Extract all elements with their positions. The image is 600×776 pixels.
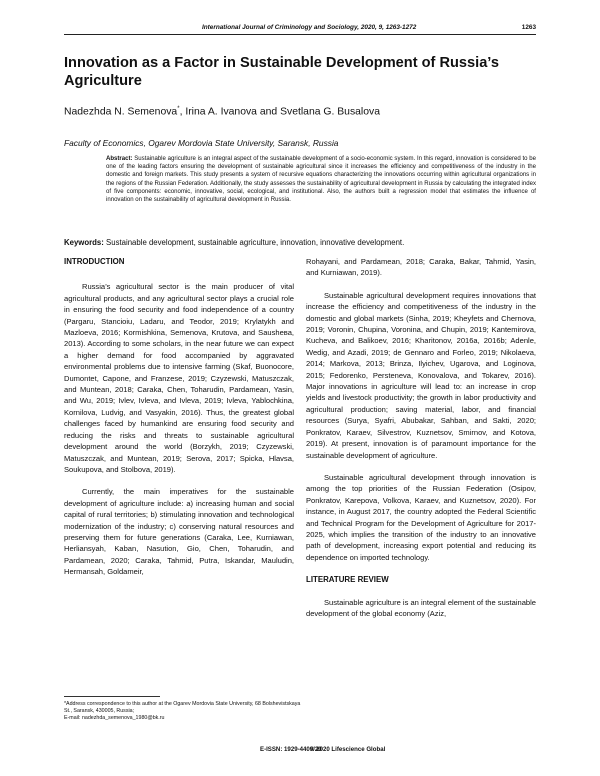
copyright: © 2020 Lifescience Global <box>310 746 386 753</box>
keywords-label: Keywords: <box>64 238 104 247</box>
abstract-label: Abstract: <box>106 156 133 162</box>
intro-paragraph-1: Russia’s agricultural sector is the main producer of vital agricultural products, and any agricultural sector plays a crucial role in ensuring the food security and food independence of a country (Pargaru, Stancioiu, Ladaru, and Teodor, 2019; Krylatykh and Mazloeva, 2016; Kormishkina, Semenova, Krutova, and Saushева, 2013). According to some scholars, in the near future we can expect a higher demand for food accompanied by aggravated environmental problems due to intensive farming (Skaf, Buonocore, Dumontet, Capone, and Franzese, 2019; Czyzewski, Matuszczak, and Muntean, 2018; Caraka, Chen, Toharudin, Pardamean, Yasin, and Wu, 2019; Ivlev, Ivleva, and Ivleva, 2019; Ivleva, Yablochkina, Kornilova, Ludvig, and Vasyakin, 2016). Thus, the greatest global challenges faced by humankind are ensuring food security and reducing the risks and threats to sustainable agricultural development around the world (Borzykh, 2019; Czyzewski, Matuszczak, and Muntean, 2019; Serova, 2017; Spicka, Hlavsa, Soukupova, and Stolbova, 2019). <box>64 282 294 474</box>
other-authors: , Irina A. Ivanova and Svetlana G. Busalova <box>179 106 380 118</box>
issn: E-ISSN: 1929-4409/20 <box>260 746 322 753</box>
abstract-text: Sustainable agriculture is an integral aspect of the sustainable development of a socio-economic system. In this regard, innovation is considered to be one of the leading factors ensuring the development of sustainable agricultural since it increases the efficiency and competitiveness of the industry in the domestic and foreign markets. This study presents a system of recursive equations characterizing the innovations occurring within agricultural organizations in the regions of the Russian Federation. Additionally, the study assesses the sustainability of agricultural development in Russia by calculating the integrated index of five components: economic, innovative, social, ecological, and institutional. Also, the authors built a regression model that estimates the influence of innovation on the sustainability of agricultural development in Russia. <box>106 156 536 204</box>
footnote-address: *Address correspondence to this author at the Ogarev Mordovia State University, 68 Bolshevistskaya St., Saransk, 430005, Russia; <box>64 701 301 714</box>
footnote-rule <box>64 696 160 697</box>
keywords <box>64 238 544 247</box>
left-column <box>64 256 294 696</box>
intro-paragraph-3: Sustainable agricultural development requires innovations that increase the efficiency and competitiveness of the industry in the domestic and global markets (Sinha, 2019; Kheyfets and Chernova, 2019; Voronin, Chupina, Voronina, and Chupin, 2019; Kantemirova, Kucheva, and Balikoev, 2016; Kharitonov, 2016a, 2016b; Adenle, Wedig, and Azadi, 2019; de Gennaro and Forleo, 2019; Nikolaeva, 2014; Markova, 2013; Brinza, Ilyichev, Ugarova, and Loginova, 2015; Fedorenko, Persteneva, Konovalova, and Tokarev, 2016). Major innovations in agriculture will lead to: an increase in crop yields and livestock productivity; the growth in labor productivity and agricultural production; saving material, labor, and financial resources (Surya, Syafri, Abubakar, Sahban, and Sakti, 2020; Ponkratov, Karaev, Silvestrov, Kuznetsov, Smirnov, and Kotova, 2019). At present, innovation is of paramount importance for the sustainable development of agriculture. <box>306 290 536 460</box>
first-author: Nadezhda N. Semenova <box>64 106 178 118</box>
footnote-email: E-mail: nadezhda_semenova_1980@bk.ru <box>64 714 165 721</box>
page-number: 1263 <box>521 24 536 31</box>
author-list <box>64 106 544 117</box>
correspondence-footnote <box>64 701 304 722</box>
abstract <box>106 155 536 204</box>
header-rule <box>64 34 536 35</box>
intro-paragraph-4: Sustainable agricultural development through innovation is among the top priorities of the Russian Federation (Osipov, Ponkratov, Karepova, Volkova, Karaev, and Kuznetsov, 2020). For instance, in August 2017, the country adopted the Federal Scientific and Technical Program for the Development of Agriculture for 2017-2025, which implies the transition of the industry to an innovative path of development, increasing export potential and reducing its dependence on imported technology. <box>306 472 536 562</box>
corresponding-marker: * <box>177 106 180 112</box>
right-column <box>306 256 536 726</box>
section-heading-literature-review: LITERATURE REVIEW <box>306 575 389 585</box>
affiliation: Faculty of Economics, Ogarev Mordovia State University, Saransk, Russia <box>64 138 339 148</box>
intro-paragraph-2-continued: Rohayani, and Pardamean, 2018; Caraka, Bakar, Tahmid, Yasin, and Kurniawan, 2019). <box>306 257 536 278</box>
section-heading-introduction: INTRODUCTION <box>64 257 125 266</box>
intro-paragraph-2: Currently, the main imperatives for the sustainable development of agriculture include: a) increasing human and social capital of rural territories; b) stimulating innovation and technological modernization of the industry; c) conserving natural resources and preserving them for future generations (Caraka, Lee, Kurniawan, Herliansyah, Kaban, Nasution, Gio, Chen, Toharudin, and Pardamean, 2020; Caraka, Tahmid, Putra, Iskandar, Mauludin, Hermansah, Goldameir, <box>64 487 294 577</box>
keywords-text: Sustainable development, sustainable agriculture, innovation, innovative development. <box>103 238 405 247</box>
lit-review-paragraph-1: Sustainable agriculture is an integral element of the sustainable development of the global economy (Aziz, <box>306 597 536 618</box>
paper-title: Innovation as a Factor in Sustainable Development of Russia’s Agriculture <box>64 55 499 89</box>
journal-citation: International Journal of Criminology and Sociology, 2020, 9, 1263-1272 <box>202 24 417 31</box>
